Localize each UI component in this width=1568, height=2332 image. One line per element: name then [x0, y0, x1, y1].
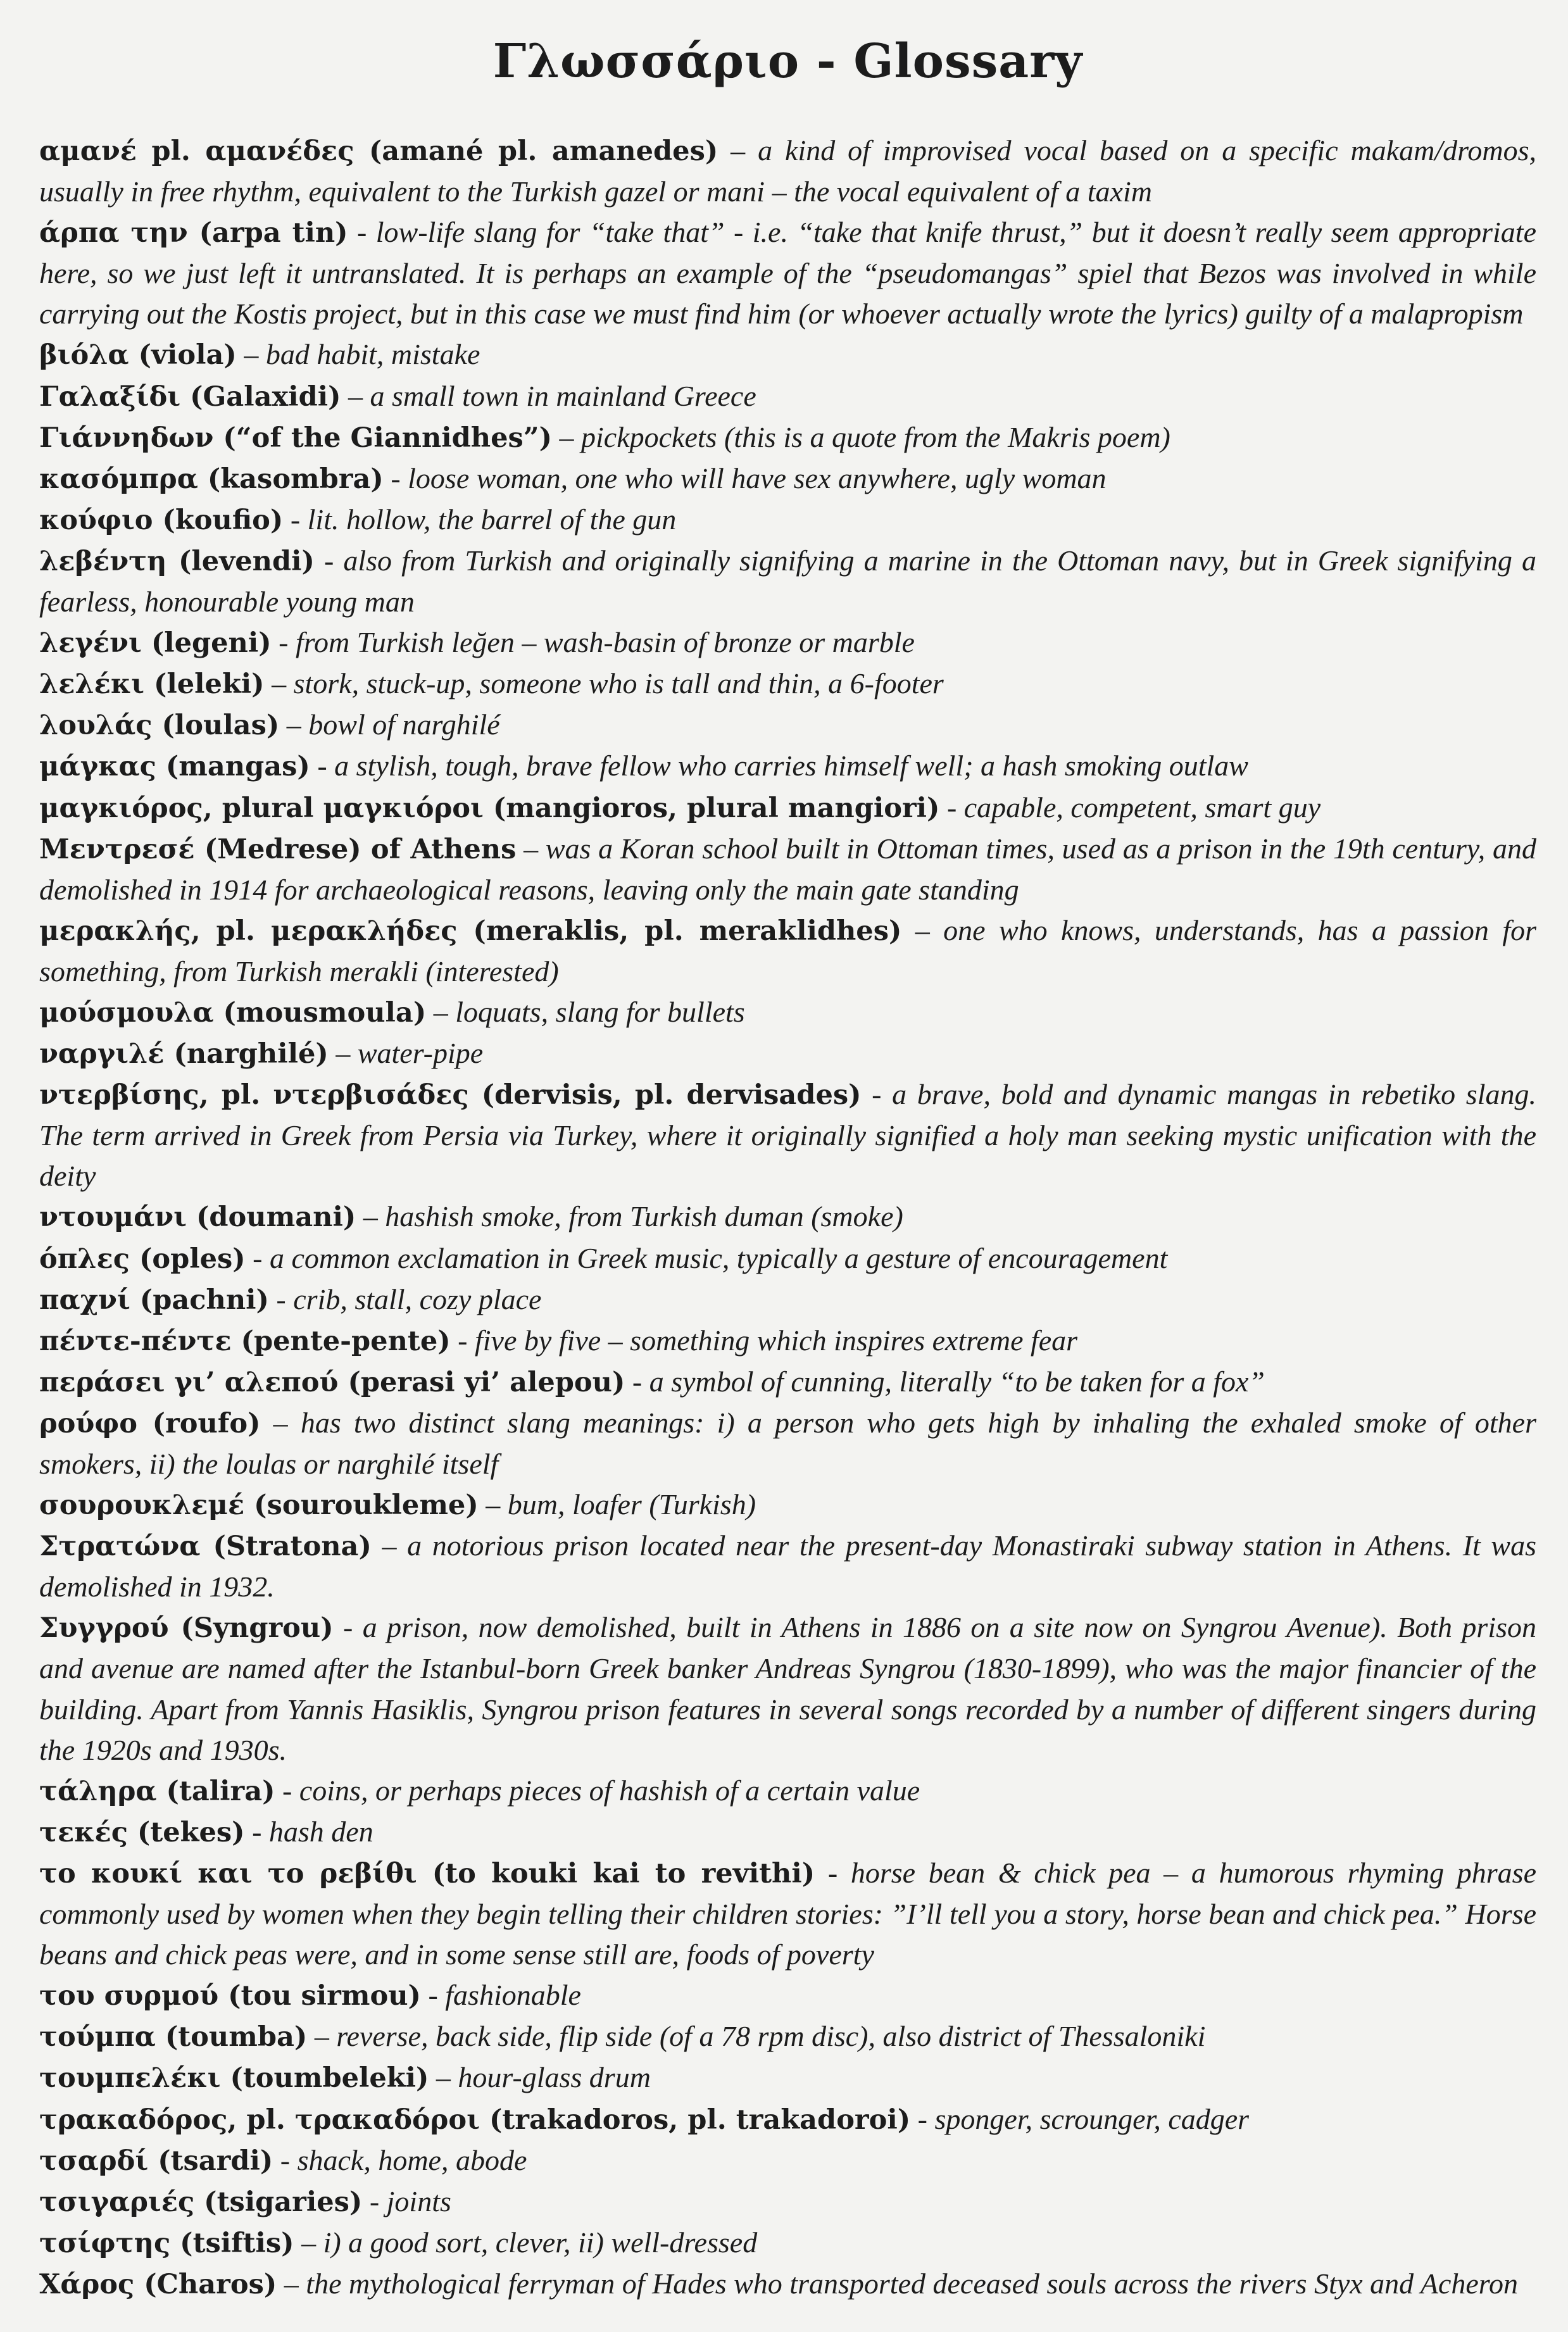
entry-separator: – — [279, 708, 309, 741]
entry-separator: - — [450, 1324, 475, 1357]
glossary-entry — [39, 1607, 1536, 1770]
entry-separator: - — [314, 544, 344, 577]
entry-separator: – — [307, 2020, 337, 2053]
entry-term: τούμπα (toumba) — [39, 2021, 308, 2053]
glossary-entry — [39, 1812, 1536, 1853]
entry-separator: – — [901, 913, 944, 946]
entry-term: μερακλής, pl. μερακλήδες (meraklis, pl. meraklidhes) — [39, 915, 902, 947]
entry-separator: - — [268, 1282, 294, 1315]
entry-term: λεβέντη (levendi) — [39, 545, 315, 577]
glossary-entry — [39, 829, 1536, 910]
entry-separator: – — [718, 134, 758, 166]
entry-definition: horse bean & chick pea – a humorous rhyming phrase commonly used by women when they begin telling their children stories: ”I’ll tell you a story, horse bean and chick pea.” Horse beans and chick peas were, and in some sense still are, foods of poverty — [39, 1856, 1536, 1971]
entry-separator: – — [264, 667, 294, 700]
glossary-entry — [39, 746, 1536, 787]
glossary-entry — [39, 1771, 1536, 1812]
glossary-entry — [39, 417, 1536, 458]
glossary-entry — [39, 622, 1536, 663]
entry-term: πέντε-πέντε (pente-pente) — [39, 1325, 451, 1357]
entry-separator: – — [341, 379, 370, 412]
entry-definition: also from Turkish and originally signifying a marine in the Ottoman navy, but in Greek signifying a fearless, honourable young man — [39, 544, 1536, 618]
entry-separator: - — [362, 2185, 387, 2217]
glossary-entry — [39, 499, 1536, 541]
glossary-entry — [39, 2181, 1536, 2222]
entry-term: τάληρα (talira) — [39, 1775, 275, 1807]
entry-definition: coins, or perhaps pieces of hashish of a certain value — [299, 1774, 920, 1807]
glossary-entry — [39, 1196, 1536, 1238]
glossary-entry — [39, 1279, 1536, 1320]
entry-term: του συρμού (tou sirmou) — [39, 1980, 421, 2012]
entry-separator: - — [283, 503, 308, 536]
glossary-entry — [39, 2264, 1536, 2305]
entry-term: Γιάννηδων (“of the Giannidhes”) — [39, 422, 552, 454]
entry-term: τσαρδί (tsardi) — [39, 2145, 273, 2177]
entry-term: λελέκι (leleki) — [39, 668, 265, 701]
entry-separator: – — [478, 1488, 508, 1521]
entry-separator: - — [383, 461, 408, 494]
entry-separator: – — [328, 1037, 358, 1070]
entry-term: βιόλα (viola) — [39, 339, 237, 372]
glossary-entry — [39, 1074, 1536, 1196]
entry-separator: – — [277, 2267, 306, 2300]
entry-definition: bowl of narghilé — [308, 708, 500, 741]
entry-term: Γαλαξίδι (Galaxidi) — [39, 380, 341, 413]
entry-separator: - — [815, 1856, 851, 1889]
entry-definition: i) a good sort, clever, ii) well-dressed — [323, 2226, 758, 2259]
entry-term: Στρατώνα (Stratona) — [39, 1531, 372, 1563]
entry-separator: - — [275, 1774, 299, 1807]
entry-definition: a common exclamation in Greek music, typically a gesture of encouragement — [269, 1241, 1168, 1274]
entry-term: παχνί (pachni) — [39, 1284, 269, 1316]
entry-definition: lit. hollow, the barrel of the gun — [307, 503, 677, 536]
entry-definition: capable, competent, smart guy — [963, 791, 1321, 824]
entry-separator: - — [861, 1078, 893, 1111]
entry-separator: - — [271, 626, 296, 659]
entry-separator: - — [910, 2102, 935, 2135]
glossary-entry — [39, 663, 1536, 705]
entry-separator: – — [356, 1200, 386, 1233]
entry-term: τσίφτης (tsiftis) — [39, 2227, 294, 2259]
entry-definition: reverse, back side, flip side (of a 78 rpm disc), also district of Thessaloniki — [336, 2020, 1206, 2053]
entry-definition: a small town in mainland Greece — [370, 379, 756, 412]
glossary-entry — [39, 334, 1536, 375]
entry-separator: - — [273, 2143, 298, 2176]
entry-definition: loquats, slang for bullets — [455, 995, 745, 1028]
entry-definition: pickpockets (this is a quote from the Makris poem) — [581, 420, 1170, 453]
glossary-entry — [39, 2222, 1536, 2264]
entry-term: το κουκί και το ρεβίθι (to kouki kai to revithi) — [39, 1857, 815, 1890]
glossary-entry — [39, 1238, 1536, 1279]
entry-separator: - — [333, 1611, 363, 1644]
entry-term: μάγκας (mangas) — [39, 751, 310, 783]
entry-definition: hashish smoke, from Turkish duman (smoke) — [385, 1200, 903, 1233]
entry-definition: stork, stuck-up, someone who is tall and thin, a 6-footer — [293, 667, 944, 700]
glossary-entry — [39, 2099, 1536, 2140]
entry-term: τσιγαριές (tsigaries) — [39, 2186, 363, 2218]
entry-separator: - — [310, 749, 335, 782]
glossary-entry — [39, 130, 1536, 212]
entry-definition: a prison, now demolished, built in Athens in 1886 on a site now on Syngrou Avenue). Both prison and avenue are named after the Istanbul-born Greek banker Andreas Syngrou (1830-1899), who was the major financier of the building. Apart from Yannis Hasiklis, Syngrou prison features in several songs recorded by a number of different singers during the 1920s and 1930s. — [39, 1611, 1536, 1766]
entry-term: ρούφο (roufo) — [39, 1407, 261, 1439]
glossary-entry — [39, 787, 1536, 829]
entry-definition: bad habit, mistake — [265, 338, 480, 371]
entry-definition: has two distinct slang meanings: i) a person who gets high by inhaling the exhaled smoke of other smokers, ii) the loulas or narghilé itself — [39, 1406, 1536, 1480]
entry-term: ντερβίσης, pl. ντερβισάδες (dervisis, pl. dervisades) — [39, 1079, 862, 1112]
entry-separator: - — [245, 1241, 270, 1274]
entry-term: κασόμπρα (kasombra) — [39, 463, 384, 495]
entry-separator: – — [426, 995, 456, 1028]
entry-term: Συγγρού (Syngrou) — [39, 1612, 334, 1645]
entry-definition: one who knows, understands, has a passion for something, from Turkish merakli (interested) — [39, 913, 1537, 987]
glossary-entry — [39, 2140, 1536, 2181]
entry-definition: was a Koran school built in Ottoman times, used as a prison in the 19th century, and demolished in 1914 for archaeological reasons, leaving only the main gate standing — [39, 832, 1536, 906]
entry-definition: a stylish, tough, brave fellow who carries himself well; a hash smoking outlaw — [334, 749, 1248, 782]
glossary-entry — [39, 2057, 1536, 2098]
entry-term: ντουμάνι (doumani) — [39, 1201, 356, 1234]
entry-term: κούφιο (koufio) — [39, 504, 284, 536]
entry-definition: loose woman, one who will have sex anywhere, ugly woman — [408, 461, 1107, 494]
entry-separator: – — [516, 832, 546, 865]
entry-term: τρακαδόρος, pl. τρακαδόροι (trakadoros, pl. trakadoroi) — [39, 2103, 911, 2136]
entry-separator: - — [244, 1815, 269, 1848]
glossary-entry — [39, 541, 1536, 622]
entry-definition: a brave, bold and dynamic mangas in rebetiko slang. The term arrived in Greek from Persia via Turkey, where it originally signified a holy man seeking mystic unification with the deity — [39, 1078, 1536, 1193]
entry-separator: – — [552, 420, 581, 453]
glossary-entry — [39, 1853, 1536, 1975]
entry-separator: – — [236, 338, 266, 371]
glossary-entry — [39, 1975, 1536, 2016]
glossary-entry — [39, 458, 1536, 499]
entry-term: λεγένι (legeni) — [39, 627, 272, 660]
entry-term: σουρουκλεμέ (souroukleme) — [39, 1489, 479, 1522]
entry-term: μαγκιόρος, plural μαγκιόροι (mangioros, plural mangiori) — [39, 792, 940, 824]
entry-definition: a symbol of cunning, literally “to be taken for a fox” — [649, 1365, 1265, 1398]
entry-definition: fashionable — [445, 1979, 581, 2012]
glossary-entry — [39, 2016, 1536, 2057]
entry-definition: hash den — [268, 1815, 373, 1848]
glossary-entry — [39, 376, 1536, 417]
entry-separator: – — [294, 2226, 323, 2259]
entry-term: άρπα την (arpa tin) — [39, 217, 348, 249]
entry-term: λουλάς (loulas) — [39, 710, 280, 742]
page-title: Γλωσσάριο - Glossary — [492, 34, 1083, 89]
glossary-entry — [39, 910, 1536, 992]
entry-term: ναργιλέ (narghilé) — [39, 1038, 329, 1070]
entry-term: τουμπελέκι (toumbeleki) — [39, 2062, 429, 2095]
entry-definition: shack, home, abode — [297, 2143, 527, 2176]
glossary-entry — [39, 705, 1536, 746]
entry-definition: water-pipe — [357, 1037, 484, 1070]
entry-term: Μεντρεσέ (Medrese) of Athens — [39, 833, 517, 865]
entry-definition: a notorious prison located near the present-day Monastiraki subway station in Athens. It was demolished in 1932. — [39, 1529, 1536, 1603]
entry-definition: joints — [386, 2185, 451, 2217]
entry-term: μούσμουλα (mousmoula) — [39, 996, 427, 1029]
entry-separator: - — [625, 1365, 649, 1398]
entry-term: τεκές (tekes) — [39, 1816, 245, 1848]
entry-separator: – — [429, 2061, 458, 2094]
entry-definition: crib, stall, cozy place — [293, 1282, 542, 1315]
entry-separator: - — [420, 1979, 446, 2012]
entry-term: περάσει γι’ αλεπού (perasi yi’ alepou) — [39, 1366, 625, 1398]
glossary-entry — [39, 212, 1536, 334]
glossary-entry — [39, 1526, 1536, 1607]
glossary-entry — [39, 992, 1536, 1033]
entry-term: όπλες (oples) — [39, 1243, 246, 1275]
entry-definition: hour-glass drum — [458, 2061, 651, 2094]
glossary-entry — [39, 1403, 1536, 1484]
glossary-entry — [39, 1320, 1536, 1362]
entry-definition: five by five – something which inspires extreme fear — [474, 1324, 1078, 1357]
glossary-entry — [39, 1484, 1536, 1526]
entry-definition: sponger, scrounger, cadger — [934, 2102, 1250, 2135]
entry-definition: from Turkish leğen – wash-basin of bronze or marble — [295, 626, 915, 659]
entry-definition: a kind of improvised vocal based on a specific makam/dromos, usually in free rhythm, equivalent to the Turkish gazel or mani – the vocal equivalent of a taxim — [39, 134, 1536, 208]
glossary-entry — [39, 1033, 1536, 1074]
entry-definition: low-life slang for “take that” - i.e. “take that knife thrust,” but it doesn’t really seem appropriate here, so we just left it untranslated. It is perhaps an example of the “pseudomangas” spiel that Bezos was involved in while carrying out the Kostis project, but in this case we must find him (or whoever actually wrote the lyrics) guilty of a malapropism — [39, 216, 1536, 330]
entry-definition: bum, loafer (Turkish) — [507, 1488, 756, 1521]
glossary-entries — [39, 130, 1536, 2305]
entry-definition: the mythological ferryman of Hades who transported deceased souls across the rivers Styx and Acheron — [306, 2267, 1518, 2300]
entry-separator: - — [348, 216, 376, 249]
entry-separator: – — [260, 1406, 301, 1439]
entry-term: Χάρος (Charos) — [39, 2268, 277, 2300]
entry-separator: – — [371, 1529, 408, 1562]
entry-term: αμανέ pl. αμανέδες (amané pl. amanedes) — [39, 135, 718, 167]
entry-separator: - — [939, 791, 964, 824]
glossary-entry — [39, 1362, 1536, 1403]
